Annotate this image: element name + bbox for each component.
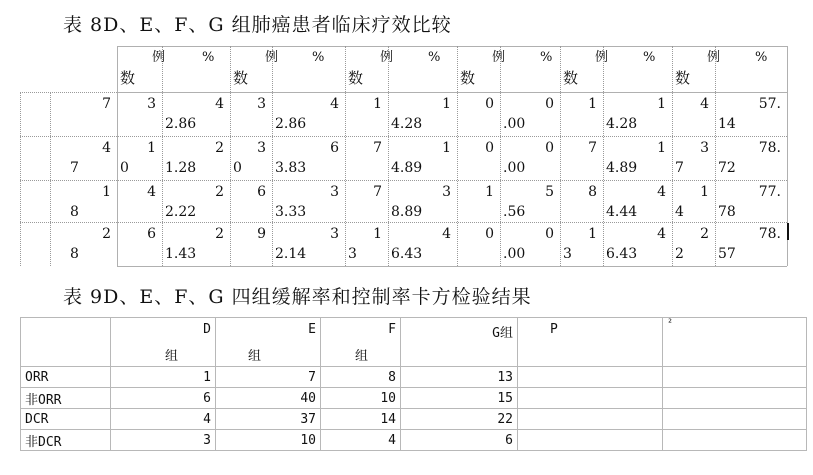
table9-header-e: [216, 318, 321, 367]
table8-cell: 3: [257, 140, 266, 156]
table8-cell: 1: [442, 96, 451, 112]
table8-cell: 4.89: [606, 160, 638, 176]
table8-cell: 1: [657, 140, 666, 156]
table-row: [21, 430, 807, 451]
table8-cell: .00: [503, 246, 526, 262]
table8-cell: 0: [545, 96, 554, 112]
table8-cell: 4: [657, 226, 666, 242]
table8-cell: 0: [485, 226, 494, 242]
table8-header-cell: 例: [380, 50, 394, 65]
table8-cell: 14: [718, 116, 736, 132]
table9-header-f: [321, 318, 401, 367]
table8-cell: 6.43: [606, 246, 638, 262]
table-row: [21, 367, 807, 388]
table8-cell: 3.83: [275, 160, 307, 176]
table9: [20, 317, 807, 451]
table8-cell: 3: [257, 96, 266, 112]
table8-cell: 2.22: [165, 204, 197, 220]
table9-header-empty: [21, 318, 111, 367]
table8-rule: [20, 92, 117, 93]
table8-header-cell: 数: [460, 69, 476, 87]
table8-rule: [117, 92, 787, 93]
table8-cell: 4: [330, 96, 339, 112]
table8-cell: 1: [485, 184, 494, 200]
table8-header-cell: 例: [265, 50, 279, 65]
table8-cell: 3: [563, 246, 572, 262]
table8-cell: 1.43: [165, 246, 197, 262]
table8-cell: 2: [675, 246, 684, 262]
table9-header-f-bottom: 组: [355, 349, 369, 364]
table8-cell: 6.43: [391, 246, 423, 262]
table8-cell: 3: [442, 184, 451, 200]
row-label: DCR: [21, 409, 111, 430]
table8-cell: 0: [545, 226, 554, 242]
table8-cell: 7: [675, 160, 684, 176]
cell-e: 7: [216, 367, 321, 388]
table8-cell: 72: [718, 160, 736, 176]
table8-cell: 3: [330, 184, 339, 200]
table9-header-p: [518, 318, 663, 367]
table8-header-cell: 例: [707, 50, 721, 65]
table8-cell: 8: [588, 184, 597, 200]
cell-e: 37: [216, 409, 321, 430]
table8-cell: 0: [485, 96, 494, 112]
table8-cell: .56: [503, 204, 526, 220]
table8-cell: 2: [215, 226, 224, 242]
table8-cell: 78.: [758, 140, 781, 156]
table8-cell: 0: [485, 140, 494, 156]
table9-header-g: [401, 318, 518, 367]
table8-cell: 6: [147, 226, 156, 242]
table9-header-f-top: F: [388, 322, 396, 337]
table9-header-d-bottom: 组: [165, 349, 179, 364]
table8-cell: 1.28: [165, 160, 197, 176]
table8-cell: 1: [147, 140, 156, 156]
table8-cell: 1: [588, 96, 597, 112]
table9-header-d: [111, 318, 216, 367]
table8-cell: 78: [718, 204, 736, 220]
table9-header-row: [21, 318, 807, 367]
table8-cell: 6: [257, 184, 266, 200]
table8-cell: 2: [700, 226, 709, 242]
table8-cell: 1: [657, 96, 666, 112]
table8-header-cell: 数: [120, 69, 136, 87]
table8-vrule: [20, 92, 21, 266]
cell-e: 40: [216, 388, 321, 409]
table8-header-cell: 数: [233, 69, 249, 87]
table8-cell: 2: [215, 140, 224, 156]
table8-cell: 3: [147, 96, 156, 112]
table8-header-cell: 数: [563, 69, 579, 87]
table8-cell: 4: [675, 204, 684, 220]
table8-cell: 1: [442, 140, 451, 156]
table8-top-rule: [117, 46, 787, 47]
cell-g: 6: [401, 430, 518, 451]
cell-f: 4: [321, 430, 401, 451]
cell-f: 10: [321, 388, 401, 409]
table8-cell: 3: [700, 140, 709, 156]
table9-header-chi-label: ²: [667, 318, 674, 329]
table8-header-cell: 数: [675, 69, 691, 87]
cell-g: 15: [401, 388, 518, 409]
table-row: [21, 409, 807, 430]
table9-header-e-bottom: 组: [248, 349, 262, 364]
table8-cell: 7: [373, 140, 382, 156]
cell-d: 4: [111, 409, 216, 430]
table-row: [21, 388, 807, 409]
table8-cell: 1: [700, 184, 709, 200]
text-cursor: [787, 223, 789, 240]
table8-cell: 4: [147, 184, 156, 200]
cell-e: 10: [216, 430, 321, 451]
table8-cell: 7: [588, 140, 597, 156]
table8-cell: 57: [718, 246, 736, 262]
cell-p: [518, 388, 663, 409]
table8-cell: 0: [233, 160, 242, 176]
table8-header-cell: %: [540, 50, 553, 65]
cell-chi: [663, 409, 807, 430]
table8-header-cell: 例: [152, 50, 166, 65]
table8-cell: 3: [348, 246, 357, 262]
table9-header-chi: [663, 318, 807, 367]
table8-header-cell: %: [312, 50, 325, 65]
table8-cell: 7: [70, 160, 79, 176]
cell-g: 22: [401, 409, 518, 430]
table8-cell: .00: [503, 160, 526, 176]
table8-header-cell: %: [428, 50, 441, 65]
table8-title: 表 8D、E、F、G 组肺癌患者临床疗效比较: [63, 14, 452, 36]
table8-header-cell: 数: [348, 69, 364, 87]
table9-title: 表 9D、E、F、G 四组缓解率和控制率卡方检验结果: [63, 286, 532, 308]
table8-cell: 9: [257, 226, 266, 242]
cell-d: 6: [111, 388, 216, 409]
table8-cell: 1: [373, 96, 382, 112]
table8-cell: 8: [70, 246, 79, 262]
table8-header-cell: 例: [595, 50, 609, 65]
cell-d: 3: [111, 430, 216, 451]
row-label: ORR: [21, 367, 111, 388]
table8-cell: 4: [657, 184, 666, 200]
table8-cell: 4.89: [391, 160, 423, 176]
table8-cell: 1: [588, 226, 597, 242]
table8-cell: 2.86: [275, 116, 307, 132]
cell-d: 1: [111, 367, 216, 388]
row-label: 非ORR: [21, 388, 111, 409]
table8-cell: 1: [102, 184, 111, 200]
table8-cell: 2: [215, 184, 224, 200]
table8-cell: 4: [215, 96, 224, 112]
table8-header-cell: %: [202, 50, 215, 65]
table8-cell: 77.: [758, 184, 781, 200]
table8-cell: 0: [545, 140, 554, 156]
cell-p: [518, 409, 663, 430]
table9-header-p-label: P: [550, 322, 558, 337]
table8-cell: 7: [102, 96, 111, 112]
cell-g: 13: [401, 367, 518, 388]
table8-cell: 4: [102, 140, 111, 156]
table9-header-g-label: G组: [492, 326, 513, 341]
table8-cell: 0: [120, 160, 129, 176]
cell-f: 8: [321, 367, 401, 388]
table8-cell: 4.44: [606, 204, 638, 220]
table8-cell: 5: [545, 184, 554, 200]
table8-header-cell: %: [643, 50, 656, 65]
table8-bottom-rule: [117, 266, 787, 267]
table9-header-e-top: E: [308, 322, 316, 337]
table8-cell: 4.28: [391, 116, 423, 132]
table8-cell: 2.86: [165, 116, 197, 132]
table8-cell: 1: [373, 226, 382, 242]
cell-chi: [663, 367, 807, 388]
cell-p: [518, 430, 663, 451]
table8-cell: 7: [373, 184, 382, 200]
table8-cell: 4: [700, 96, 709, 112]
table8-cell: 4: [442, 226, 451, 242]
table8-cell: 4.28: [606, 116, 638, 132]
table9-header-d-top: D: [203, 322, 211, 337]
table8-cell: 8: [70, 204, 79, 220]
table8-cell: 6: [330, 140, 339, 156]
table8-cell: 2: [102, 226, 111, 242]
table8-header-cell: %: [755, 50, 768, 65]
table8-cell: 3: [330, 226, 339, 242]
cell-f: 14: [321, 409, 401, 430]
table8-cell: 8.89: [391, 204, 423, 220]
cell-chi: [663, 430, 807, 451]
cell-p: [518, 367, 663, 388]
table8-cell: 78.: [758, 226, 781, 242]
table8-cell: 57.: [758, 96, 781, 112]
table8-cell: 3.33: [275, 204, 307, 220]
table8-header-cell: 例: [492, 50, 506, 65]
table8-cell: .00: [503, 116, 526, 132]
table8-cell: 2.14: [275, 246, 307, 262]
row-label: 非DCR: [21, 430, 111, 451]
cell-chi: [663, 388, 807, 409]
